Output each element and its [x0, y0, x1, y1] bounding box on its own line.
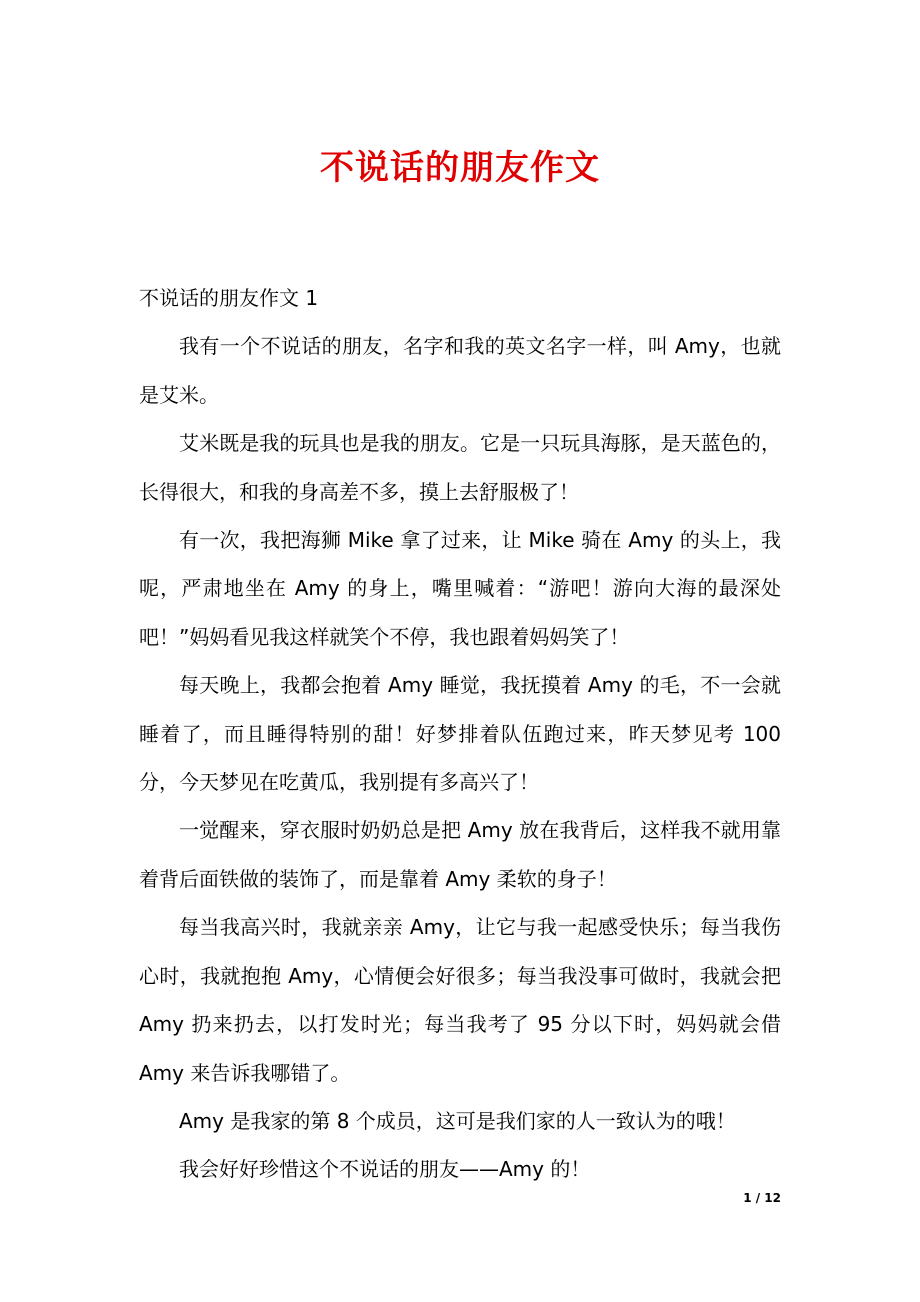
paragraph: 每天晚上，我都会抱着 Amy 睡觉，我抚摸着 Amy 的毛，不一会就睡着了，而且睡得特别的甜！好梦排着队伍跑过来，昨天梦见考 100 分，今天梦见在吃黄瓜，我别提有多高兴了！ [139, 673, 781, 795]
paragraph: 一觉醒来，穿衣服时奶奶总是把 Amy 放在我背后，这样我不就用靠着背后面铁做的装饰了，而是靠着 Amy 柔软的身子！ [139, 818, 781, 891]
section-heading: 不说话的朋友作文 1 [139, 286, 319, 310]
paragraph: 我会好好珍惜这个不说话的朋友——Amy 的！ [179, 1157, 591, 1182]
paragraph: 我有一个不说话的朋友，名字和我的英文名字一样，叫 Amy，也就是艾米。 [139, 334, 781, 407]
paragraph: 每当我高兴时，我就亲亲 Amy，让它与我一起感受快乐；每当我伤心时，我就抱抱 Amy，心情便会好很多；每当我没事可做时，我就会把 Amy 扔来扔去，以打发时光；每当我考了 95 分以下时，妈妈就会借 Amy 来告诉我哪错了。 [139, 915, 781, 1085]
page-number: 1 / 12 [743, 1191, 781, 1205]
paragraph: Amy 是我家的第 8 个成员，这可是我们家的人一致认为的哦！ [179, 1108, 736, 1133]
document-title: 不说话的朋友作文 [320, 148, 600, 188]
paragraph: 艾米既是我的玩具也是我的朋友。它是一只玩具海豚，是天蓝色的，长得很大，和我的身高差不多，摸上去舒服极了！ [139, 431, 781, 504]
document-body [139, 274, 781, 1194]
paragraph: 有一次，我把海狮 Mike 拿了过来，让 Mike 骑在 Amy 的头上，我呢，严肃地坐在 Amy 的身上，嘴里喊着：“游吧！游向大海的最深处吧！”妈妈看见我这样就笑个不停，我也跟着妈妈笑了！ [139, 528, 781, 649]
